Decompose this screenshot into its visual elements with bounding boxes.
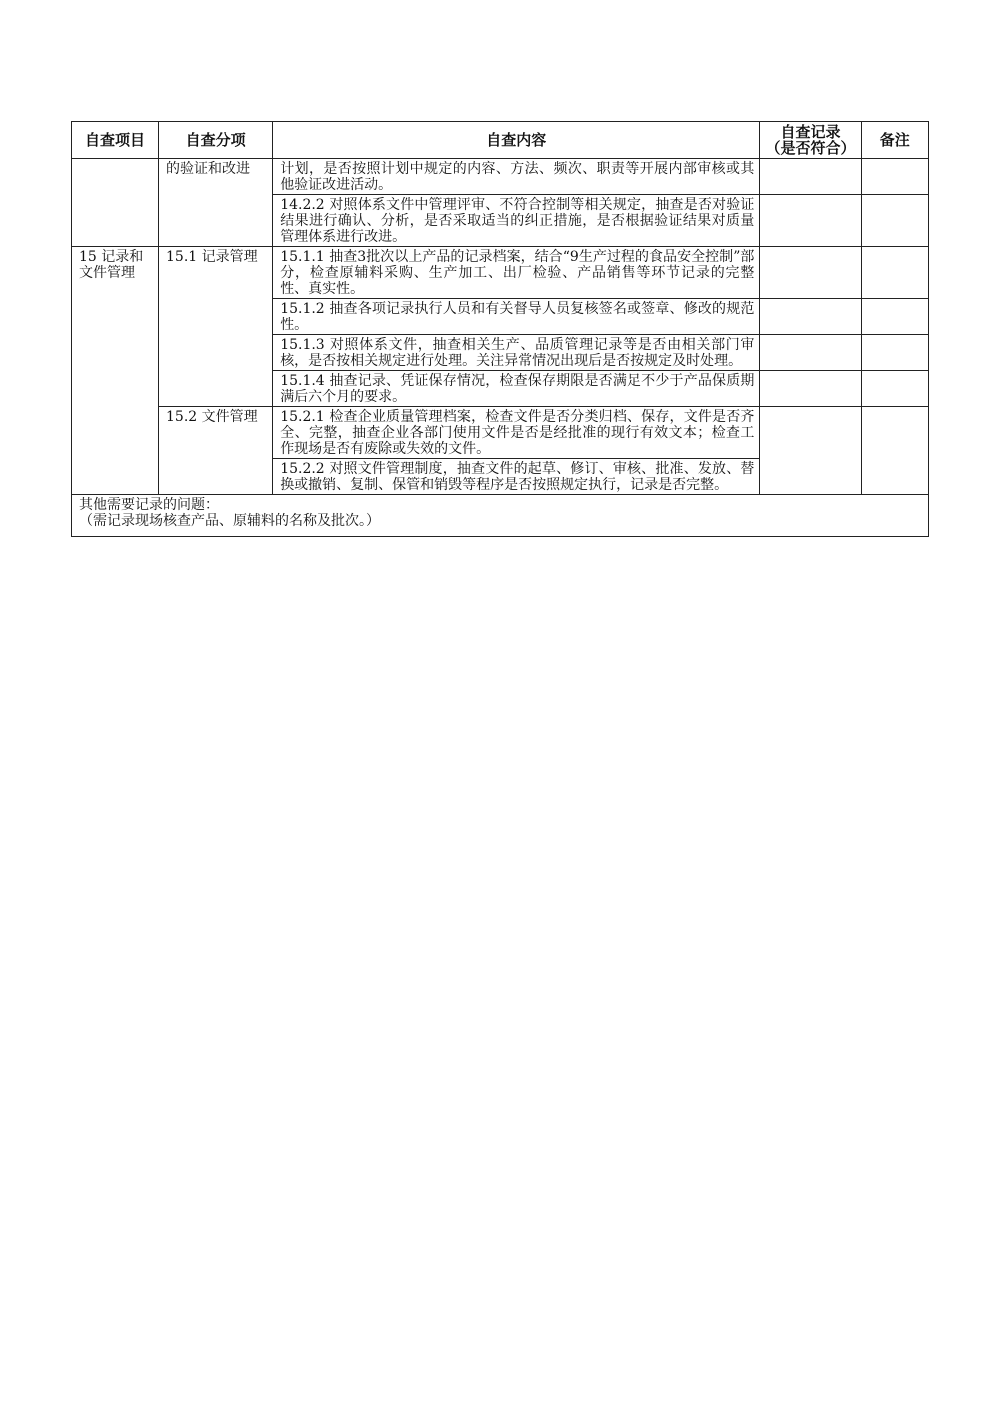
self-inspection-table xyxy=(71,121,929,537)
header-remark: 备注 xyxy=(861,122,928,159)
header-subitem: 自查分项 xyxy=(159,122,273,159)
content-cell: 15.1.1 抽查3批次以上产品的记录档案，结合“9生产过程的食品安全控制”部分，检查原辅料采购、生产加工、出厂检验、产品销售等环节记录的完整性、真实性。 xyxy=(273,247,760,299)
header-row xyxy=(72,122,929,159)
content-cell: 14.2.2 对照体系文件中管理评审、不符合控制等相关规定，抽查是否对验证结果进行确认、分析，是否采取适当的纠正措施，是否根据验证结果对质量管理体系进行改进。 xyxy=(273,195,760,247)
record-cell[interactable] xyxy=(760,371,861,407)
record-cell[interactable] xyxy=(760,407,861,495)
remark-cell[interactable] xyxy=(861,299,928,335)
content-cell: 15.2.1 检查企业质量管理档案，检查文件是否分类归档、保存，文件是否齐全、完整，抽查企业各部门使用文件是否是经批准的现行有效文本；检查工作现场是否有废除或失效的文件。 xyxy=(273,407,760,459)
remark-cell[interactable] xyxy=(861,371,928,407)
header-record xyxy=(760,122,861,159)
record-cell[interactable] xyxy=(760,335,861,371)
content-cell: 15.1.3 对照体系文件，抽查相关生产、品质管理记录等是否由相关部门审核，是否按相关规定进行处理。关注异常情况出现后是否按规定及时处理。 xyxy=(273,335,760,371)
header-content: 自查内容 xyxy=(273,122,760,159)
table-row xyxy=(72,407,929,459)
subitem-cell-continued: 的验证和改进 xyxy=(159,159,273,247)
remark-cell[interactable] xyxy=(861,195,928,247)
remark-cell[interactable] xyxy=(861,159,928,195)
item-cell-15: 15 记录和文件管理 xyxy=(72,247,159,495)
other-issues-cell[interactable] xyxy=(72,495,929,537)
remark-cell[interactable] xyxy=(861,335,928,371)
header-record-subtitle: （是否符合） xyxy=(765,139,856,157)
table-row xyxy=(72,159,929,195)
record-cell[interactable] xyxy=(760,195,861,247)
content-cell: 15.1.2 抽查各项记录执行人员和有关督导人员复核签名或签章、修改的规范性。 xyxy=(273,299,760,335)
header-record-title: 自查记录 xyxy=(780,123,841,141)
subitem-cell-15-1: 15.1 记录管理 xyxy=(159,247,273,407)
content-cell: 15.2.2 对照文件管理制度，抽查文件的起草、修订、审核、批准、发放、替换或撤销、复制、保管和销毁等程序是否按照规定执行，记录是否完整。 xyxy=(273,459,760,495)
remark-cell[interactable] xyxy=(861,247,928,299)
content-cell: 计划，是否按照计划中规定的内容、方法、频次、职责等开展内部审核或其他验证改进活动。 xyxy=(273,159,760,195)
subitem-cell-15-2: 15.2 文件管理 xyxy=(159,407,273,495)
record-cell[interactable] xyxy=(760,299,861,335)
item-cell-continued xyxy=(72,159,159,247)
header-item: 自查项目 xyxy=(72,122,159,159)
notes-row xyxy=(72,495,929,537)
other-issues-hint: （需记录现场核查产品、原辅料的名称及批次。） xyxy=(79,513,380,529)
other-issues-label: 其他需要记录的问题： xyxy=(79,497,219,513)
content-cell: 15.1.4 抽查记录、凭证保存情况，检查保存期限是否满足不少于产品保质期满后六个月的要求。 xyxy=(273,371,760,407)
remark-cell[interactable] xyxy=(861,407,928,495)
record-cell[interactable] xyxy=(760,247,861,299)
record-cell[interactable] xyxy=(760,159,861,195)
table-row xyxy=(72,247,929,299)
